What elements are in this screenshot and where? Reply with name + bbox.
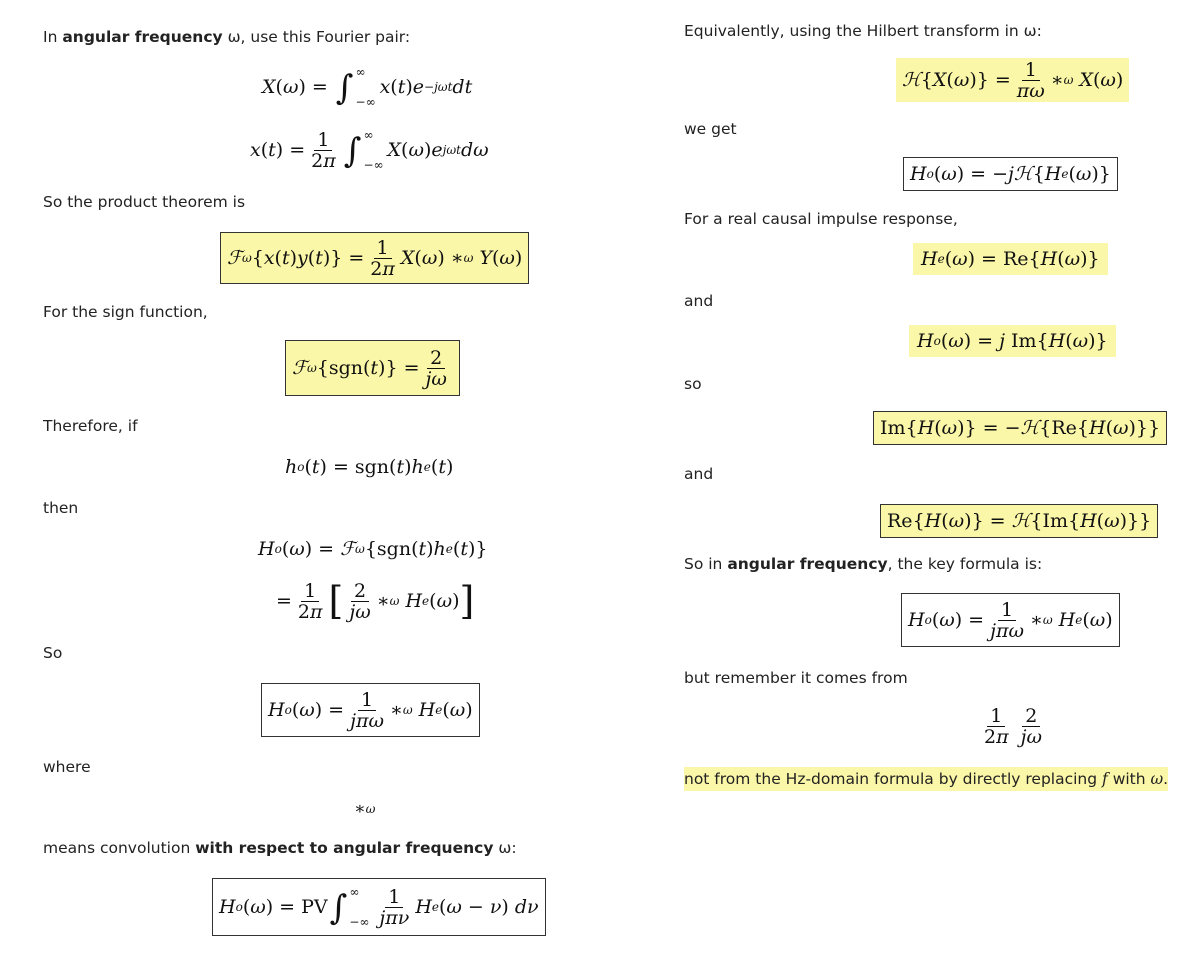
fourier-inverse-equation: x ( t ) = $\frac{1}{2\pi}$ ∫ ∞ −∞ X ( ω ) e jωt dω xyxy=(250,128,489,172)
so-text: So xyxy=(43,644,63,662)
fourier-forward-equation: X ( ω ) = ∫ ∞ −∞ x ( t ) e −jωt dt xyxy=(262,65,473,109)
then-text: then xyxy=(43,499,79,517)
key-formula-paragraph: So in angular frequency, the key formula is: xyxy=(684,555,1043,573)
means-paragraph: means convolution with respect to angular frequency ω: xyxy=(43,839,517,857)
conv-symbol: ∗ ω xyxy=(354,799,376,819)
pv-integral-equation: H o ( ω ) = PV ∫ ∞ −∞ $\frac{1}{\text{jπν}}$ H e ( ω − ν ) dν xyxy=(212,878,546,936)
and-text-2: and xyxy=(684,465,714,483)
even-real-equation: H e ( ω ) = Re { H ( ω )} xyxy=(913,243,1108,275)
odd-transform-equation-line1: H o ( ω ) = ℱ ω { sgn ( t ) h e ( t )} xyxy=(258,538,488,560)
remember-text: but remember it comes from xyxy=(684,669,908,687)
imag-hilbert-equation: Im { H ( ω )} = − ℋ { Re { H ( ω )}} xyxy=(873,411,1167,445)
origin-fractions: $\frac{1}{2\pi}$ $\frac{2}{j\omega}$ xyxy=(984,704,1042,748)
equiv-text: Equivalently, using the Hilbert transform in ω: xyxy=(684,22,1042,40)
intro-paragraph: In angular frequency ω, use this Fourier pair: xyxy=(43,28,411,46)
product-theorem-text: So the product theorem is xyxy=(43,193,246,211)
causal-text: For a real causal impulse response, xyxy=(684,210,958,228)
hilbert-odd-equation: H o ( ω ) = $\frac{1}{\text{jπω}}$ ∗ ω H e ( ω ) xyxy=(261,683,480,737)
key-bold: angular frequency xyxy=(727,555,888,573)
real-hilbert-equation: Re { H ( ω )} = ℋ { Im { H ( ω )}} xyxy=(880,504,1158,538)
sign-transform-equation: ℱ ω { sgn ( t )} = $\frac{2}{j\omega}$ xyxy=(285,340,460,396)
sign-function-text: For the sign function, xyxy=(43,303,208,321)
we-get-text: we get xyxy=(684,120,737,138)
odd-part-equation: h o ( t ) = sgn ( t ) h e ( t ) xyxy=(285,456,454,478)
odd-transform-equation-line2: = $\frac{1}{2\pi}$ [ $\frac{2}{j\omega}$ ∗ ω H e ( ω ) ] xyxy=(276,579,475,623)
product-theorem-equation: ℱ ω { x ( t ) y ( t )} = $\frac{1}{2\pi}$ X ( ω ) ∗ ω Y ( ω ) xyxy=(220,232,529,284)
final-note: not from the Hz-domain formula by directly replacing f with ω. xyxy=(684,767,1168,791)
odd-hilbert-equation: H o ( ω ) = − j ℋ { H e ( ω )} xyxy=(903,157,1118,191)
where-text: where xyxy=(43,758,91,776)
hilbert-definition-equation: ℋ { X ( ω )} = $\frac{1}{\pi\omega}$ ∗ ω X ( ω ) xyxy=(896,58,1129,102)
means-bold: with respect to angular frequency xyxy=(195,839,494,857)
so-text-right: so xyxy=(684,375,702,393)
therefore-text: Therefore, if xyxy=(43,417,138,435)
intro-bold: angular frequency xyxy=(62,28,223,46)
key-formula-equation: H o ( ω ) = $\frac{1}{\text{jπω}}$ ∗ ω H e ( ω ) xyxy=(901,593,1120,647)
odd-imag-equation: H o ( ω ) = j Im { H ( ω )} xyxy=(909,325,1116,357)
and-text-1: and xyxy=(684,292,714,310)
